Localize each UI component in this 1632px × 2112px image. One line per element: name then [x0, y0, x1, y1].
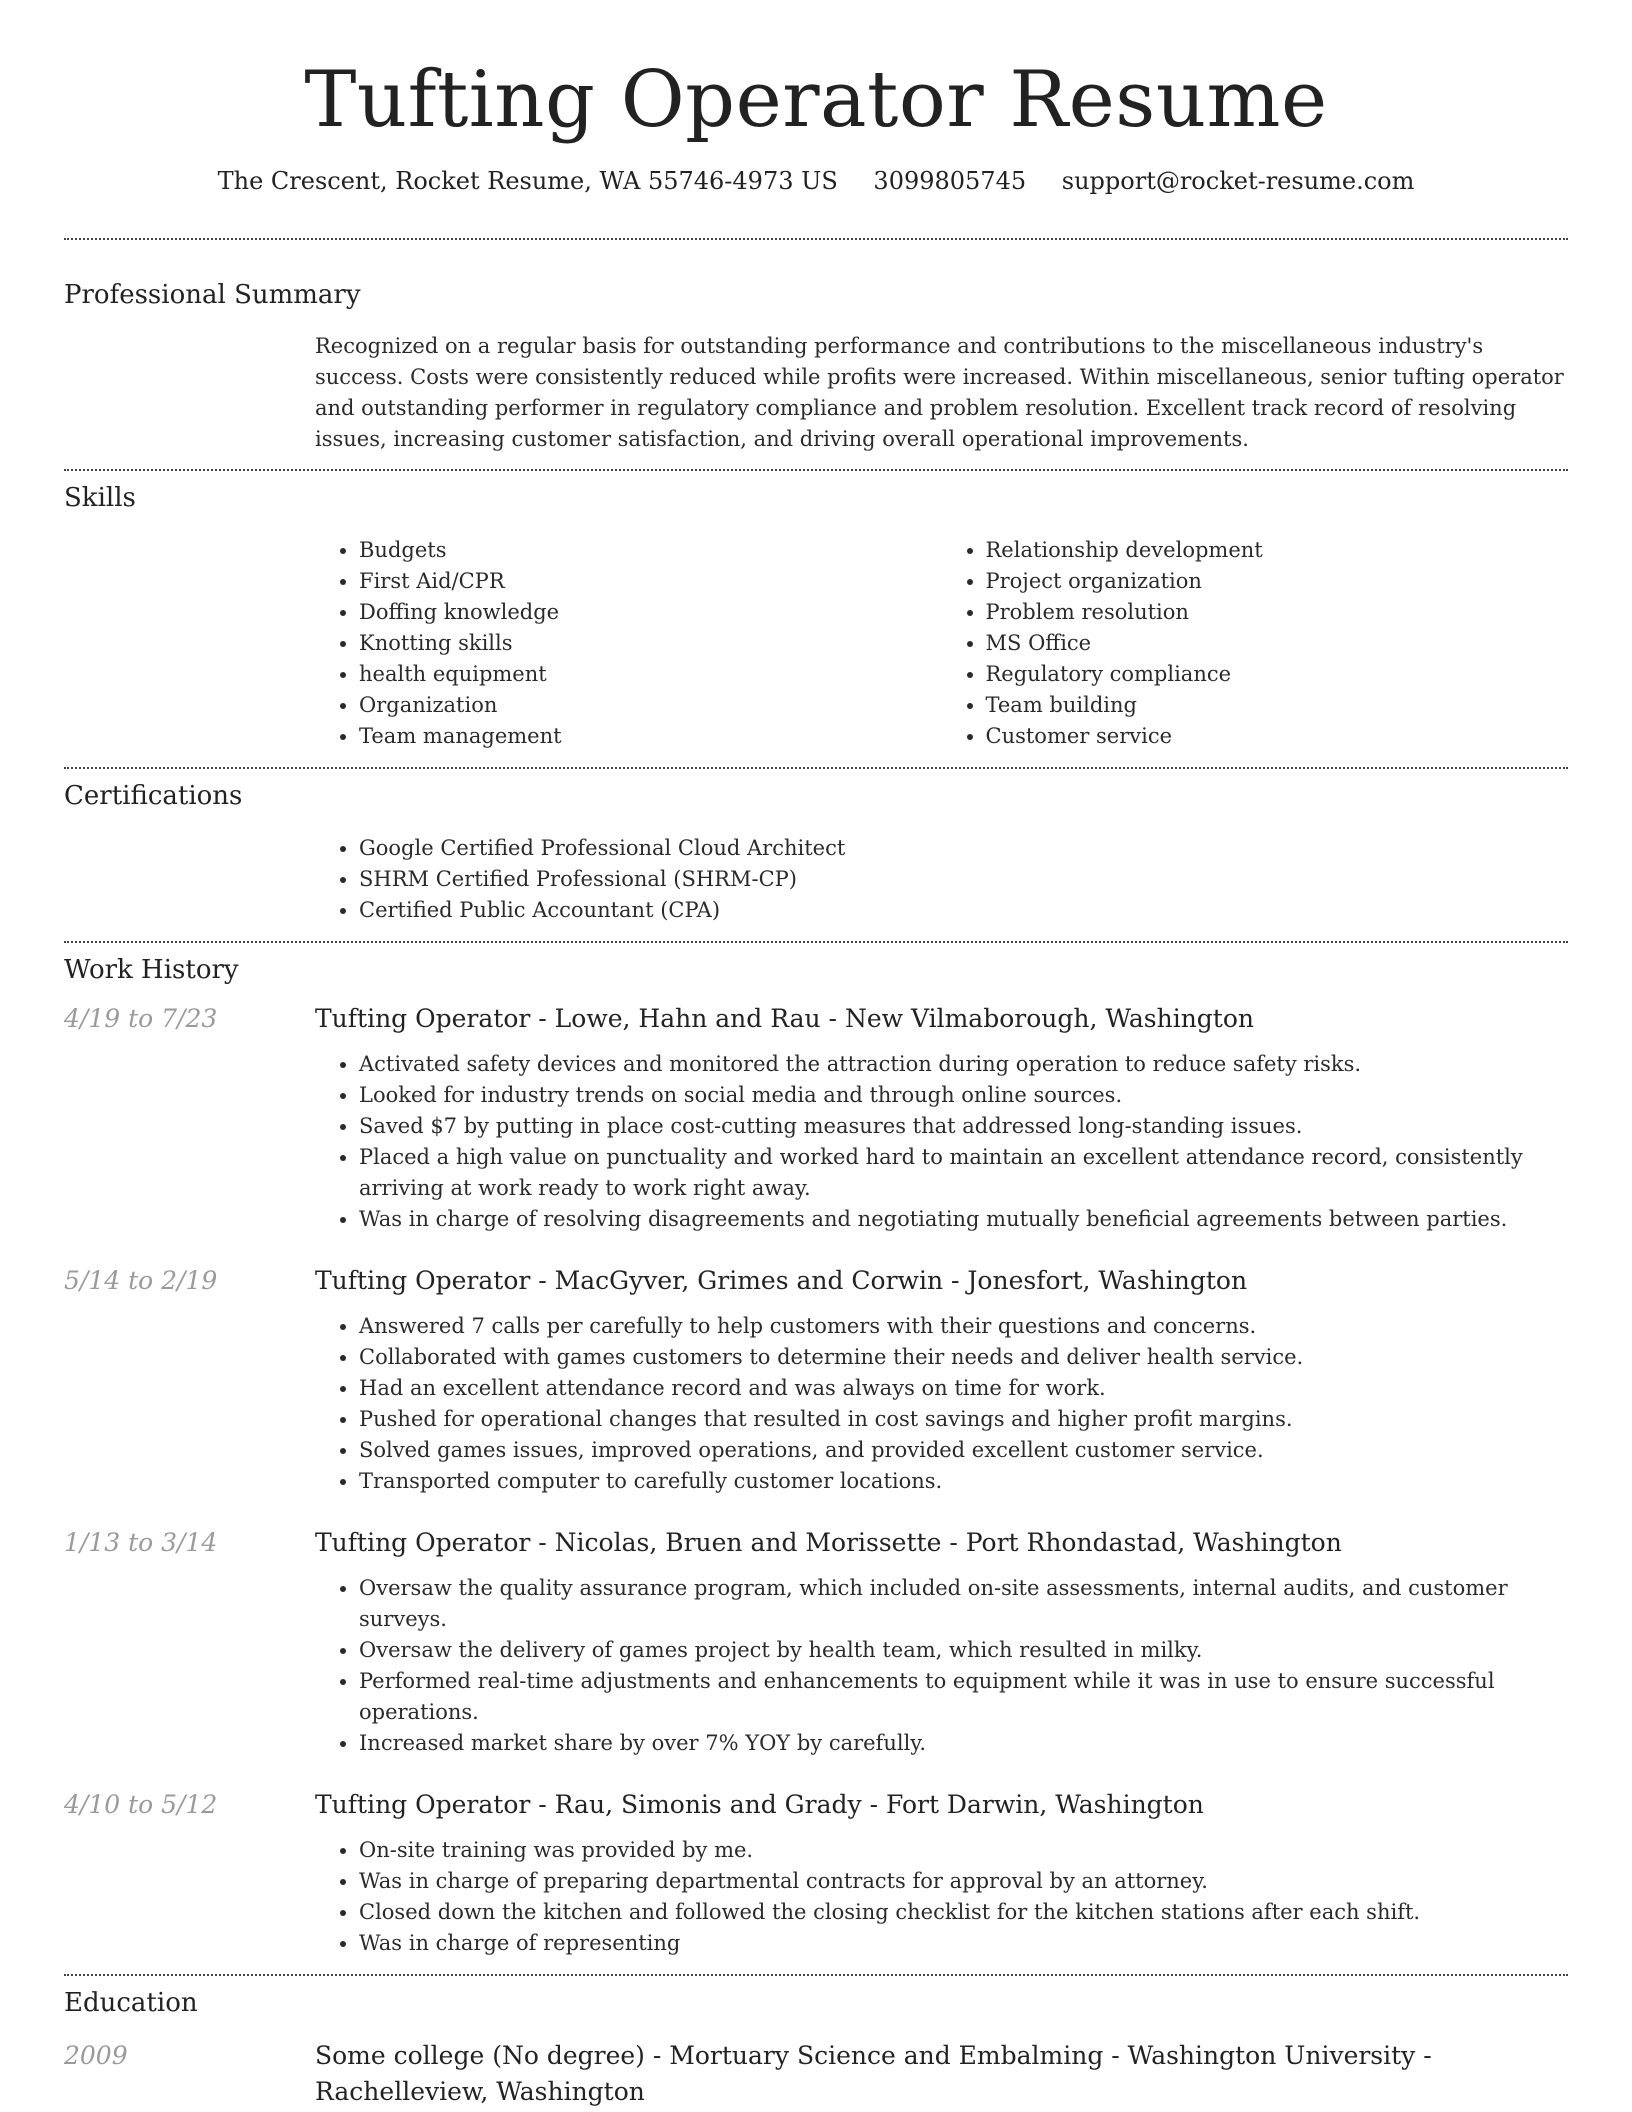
skill-item: • MS Office: [986, 628, 1569, 659]
job-bullets: [315, 1311, 1568, 1497]
certification-item: • Certified Public Accountant (CPA): [359, 895, 1568, 926]
summary-heading: Professional Summary: [64, 280, 361, 310]
skill-item: • Knotting skills: [359, 628, 942, 659]
certification-item: • SHRM Certified Professional (SHRM-CP): [359, 864, 1568, 895]
job-bullet: • Answered 7 calls per carefully to help customers with their questions and concerns.: [359, 1311, 1568, 1342]
work-history-section: [64, 943, 1568, 1959]
skill-item: • Team building: [986, 690, 1569, 721]
job-details: [315, 1787, 1568, 1959]
job-bullet: • Oversaw the quality assurance program, which included on-site assessments, internal audits, and customer surveys.: [359, 1573, 1568, 1635]
contact-line: [64, 164, 1568, 198]
skills-columns: [315, 535, 1568, 752]
job-details: [315, 1263, 1568, 1497]
job-bullet: • Looked for industry trends on social media and through online sources.: [359, 1080, 1568, 1111]
job-bullet: • Was in charge of resolving disagreements and negotiating mutually beneficial agreements between parties.: [359, 1204, 1568, 1235]
certifications-heading: Certifications: [64, 781, 243, 811]
job-bullet: • Solved games issues, improved operations, and provided excellent customer service.: [359, 1435, 1568, 1466]
job-bullet: • Performed real-time adjustments and enhancements to equipment while it was in use to ensure successful operations.: [359, 1666, 1568, 1728]
job-bullets: [315, 1049, 1568, 1235]
job-bullet: • Oversaw the delivery of games project by health team, which resulted in milky.: [359, 1635, 1568, 1666]
skill-item: • Customer service: [986, 721, 1569, 752]
skill-item: • Relationship development: [986, 535, 1569, 566]
skills-list-left: [315, 535, 942, 752]
education-heading: Education: [64, 1988, 198, 2018]
job-title: Tufting Operator - Lowe, Hahn and Rau - New Vilmaborough, Washington: [315, 1004, 1255, 1033]
job-date: 4/10 to 5/12: [64, 1790, 218, 1819]
job-bullet: • Pushed for operational changes that resulted in cost savings and higher profit margins.: [359, 1404, 1568, 1435]
job-bullet: • Had an excellent attendance record and was always on time for work.: [359, 1373, 1568, 1404]
summary-text: Recognized on a regular basis for outstanding performance and contributions to the miscellaneous industry's success. Costs were consistently reduced while profits were increased. Within miscellaneous, senior tufting operator and outstanding performer in regulatory compliance and problem resolution. Excellent track record of resolving issues, increasing customer satisfaction, and driving overall operational improvements.: [315, 334, 1564, 451]
job-bullet: • Closed down the kitchen and followed the closing checklist for the kitchen stations after each shift.: [359, 1897, 1568, 1928]
job-date: 4/19 to 7/23: [64, 1004, 218, 1033]
education-entry: [64, 2038, 1568, 2110]
job-bullet: • Placed a high value on punctuality and worked hard to maintain an excellent attendance record, consistently arriving at work ready to work right away.: [359, 1142, 1568, 1204]
certifications-section: [64, 769, 1568, 926]
certification-item: • Google Certified Professional Cloud Architect: [359, 833, 1568, 864]
job-entry: [64, 1787, 1568, 1959]
job-title: Tufting Operator - Rau, Simonis and Grady - Fort Darwin, Washington: [315, 1790, 1204, 1819]
job-bullet: • Was in charge of representing: [359, 1928, 1568, 1959]
job-details: [315, 1001, 1568, 1235]
skill-item: • Budgets: [359, 535, 942, 566]
contact-email: support@rocket-resume.com: [1061, 167, 1415, 195]
education-section: [64, 1976, 1568, 2110]
education-details: [315, 2038, 1568, 2110]
skill-item: • First Aid/CPR: [359, 566, 942, 597]
education-title: Some college (No degree) - Mortuary Science and Embalming - Washington University - Rachelleview, Washington: [315, 2041, 1432, 2106]
skill-item: • Doffing knowledge: [359, 597, 942, 628]
skills-heading: Skills: [64, 483, 136, 513]
job-bullet: • Saved $7 by putting in place cost-cutting measures that addressed long-standing issues.: [359, 1111, 1568, 1142]
job-bullets: [315, 1573, 1568, 1759]
job-title: Tufting Operator - MacGyver, Grimes and Corwin - Jonesfort, Washington: [315, 1266, 1248, 1295]
skill-item: • Problem resolution: [986, 597, 1569, 628]
job-bullet: • Increased market share by over 7% YOY by carefully.: [359, 1728, 1568, 1759]
job-entry: [64, 1525, 1568, 1759]
certifications-list: [315, 833, 1568, 926]
job-bullet: • Collaborated with games customers to determine their needs and deliver health service.: [359, 1342, 1568, 1373]
certifications-body: [315, 833, 1568, 926]
job-bullet: • On-site training was provided by me.: [359, 1835, 1568, 1866]
skill-item: • Team management: [359, 721, 942, 752]
skill-item: • health equipment: [359, 659, 942, 690]
contact-phone: 3099805745: [873, 167, 1027, 195]
work-history-heading: Work History: [64, 955, 239, 985]
job-bullet: • Transported computer to carefully customer locations.: [359, 1466, 1568, 1497]
job-details: [315, 1525, 1568, 1759]
resume-title: Tufting Operator Resume: [304, 55, 1328, 145]
job-date: 1/13 to 3/14: [64, 1528, 218, 1557]
summary-section: [64, 240, 1568, 455]
education-date: 2009: [64, 2041, 128, 2070]
skills-section: [64, 471, 1568, 752]
contact-address: The Crescent, Rocket Resume, WA 55746-4973 US: [217, 167, 838, 195]
skill-item: • Regulatory compliance: [986, 659, 1569, 690]
skill-item: • Organization: [359, 690, 942, 721]
job-date: 5/14 to 2/19: [64, 1266, 218, 1295]
skills-list-right: [942, 535, 1569, 752]
job-bullet: • Was in charge of preparing departmental contracts for approval by an attorney.: [359, 1866, 1568, 1897]
skill-item: • Project organization: [986, 566, 1569, 597]
job-entry: [64, 1001, 1568, 1235]
job-bullet: • Activated safety devices and monitored the attraction during operation to reduce safety risks.: [359, 1049, 1568, 1080]
job-title: Tufting Operator - Nicolas, Bruen and Morissette - Port Rhondastad, Washington: [315, 1528, 1342, 1557]
job-entry: [64, 1263, 1568, 1497]
job-bullets: [315, 1835, 1568, 1959]
